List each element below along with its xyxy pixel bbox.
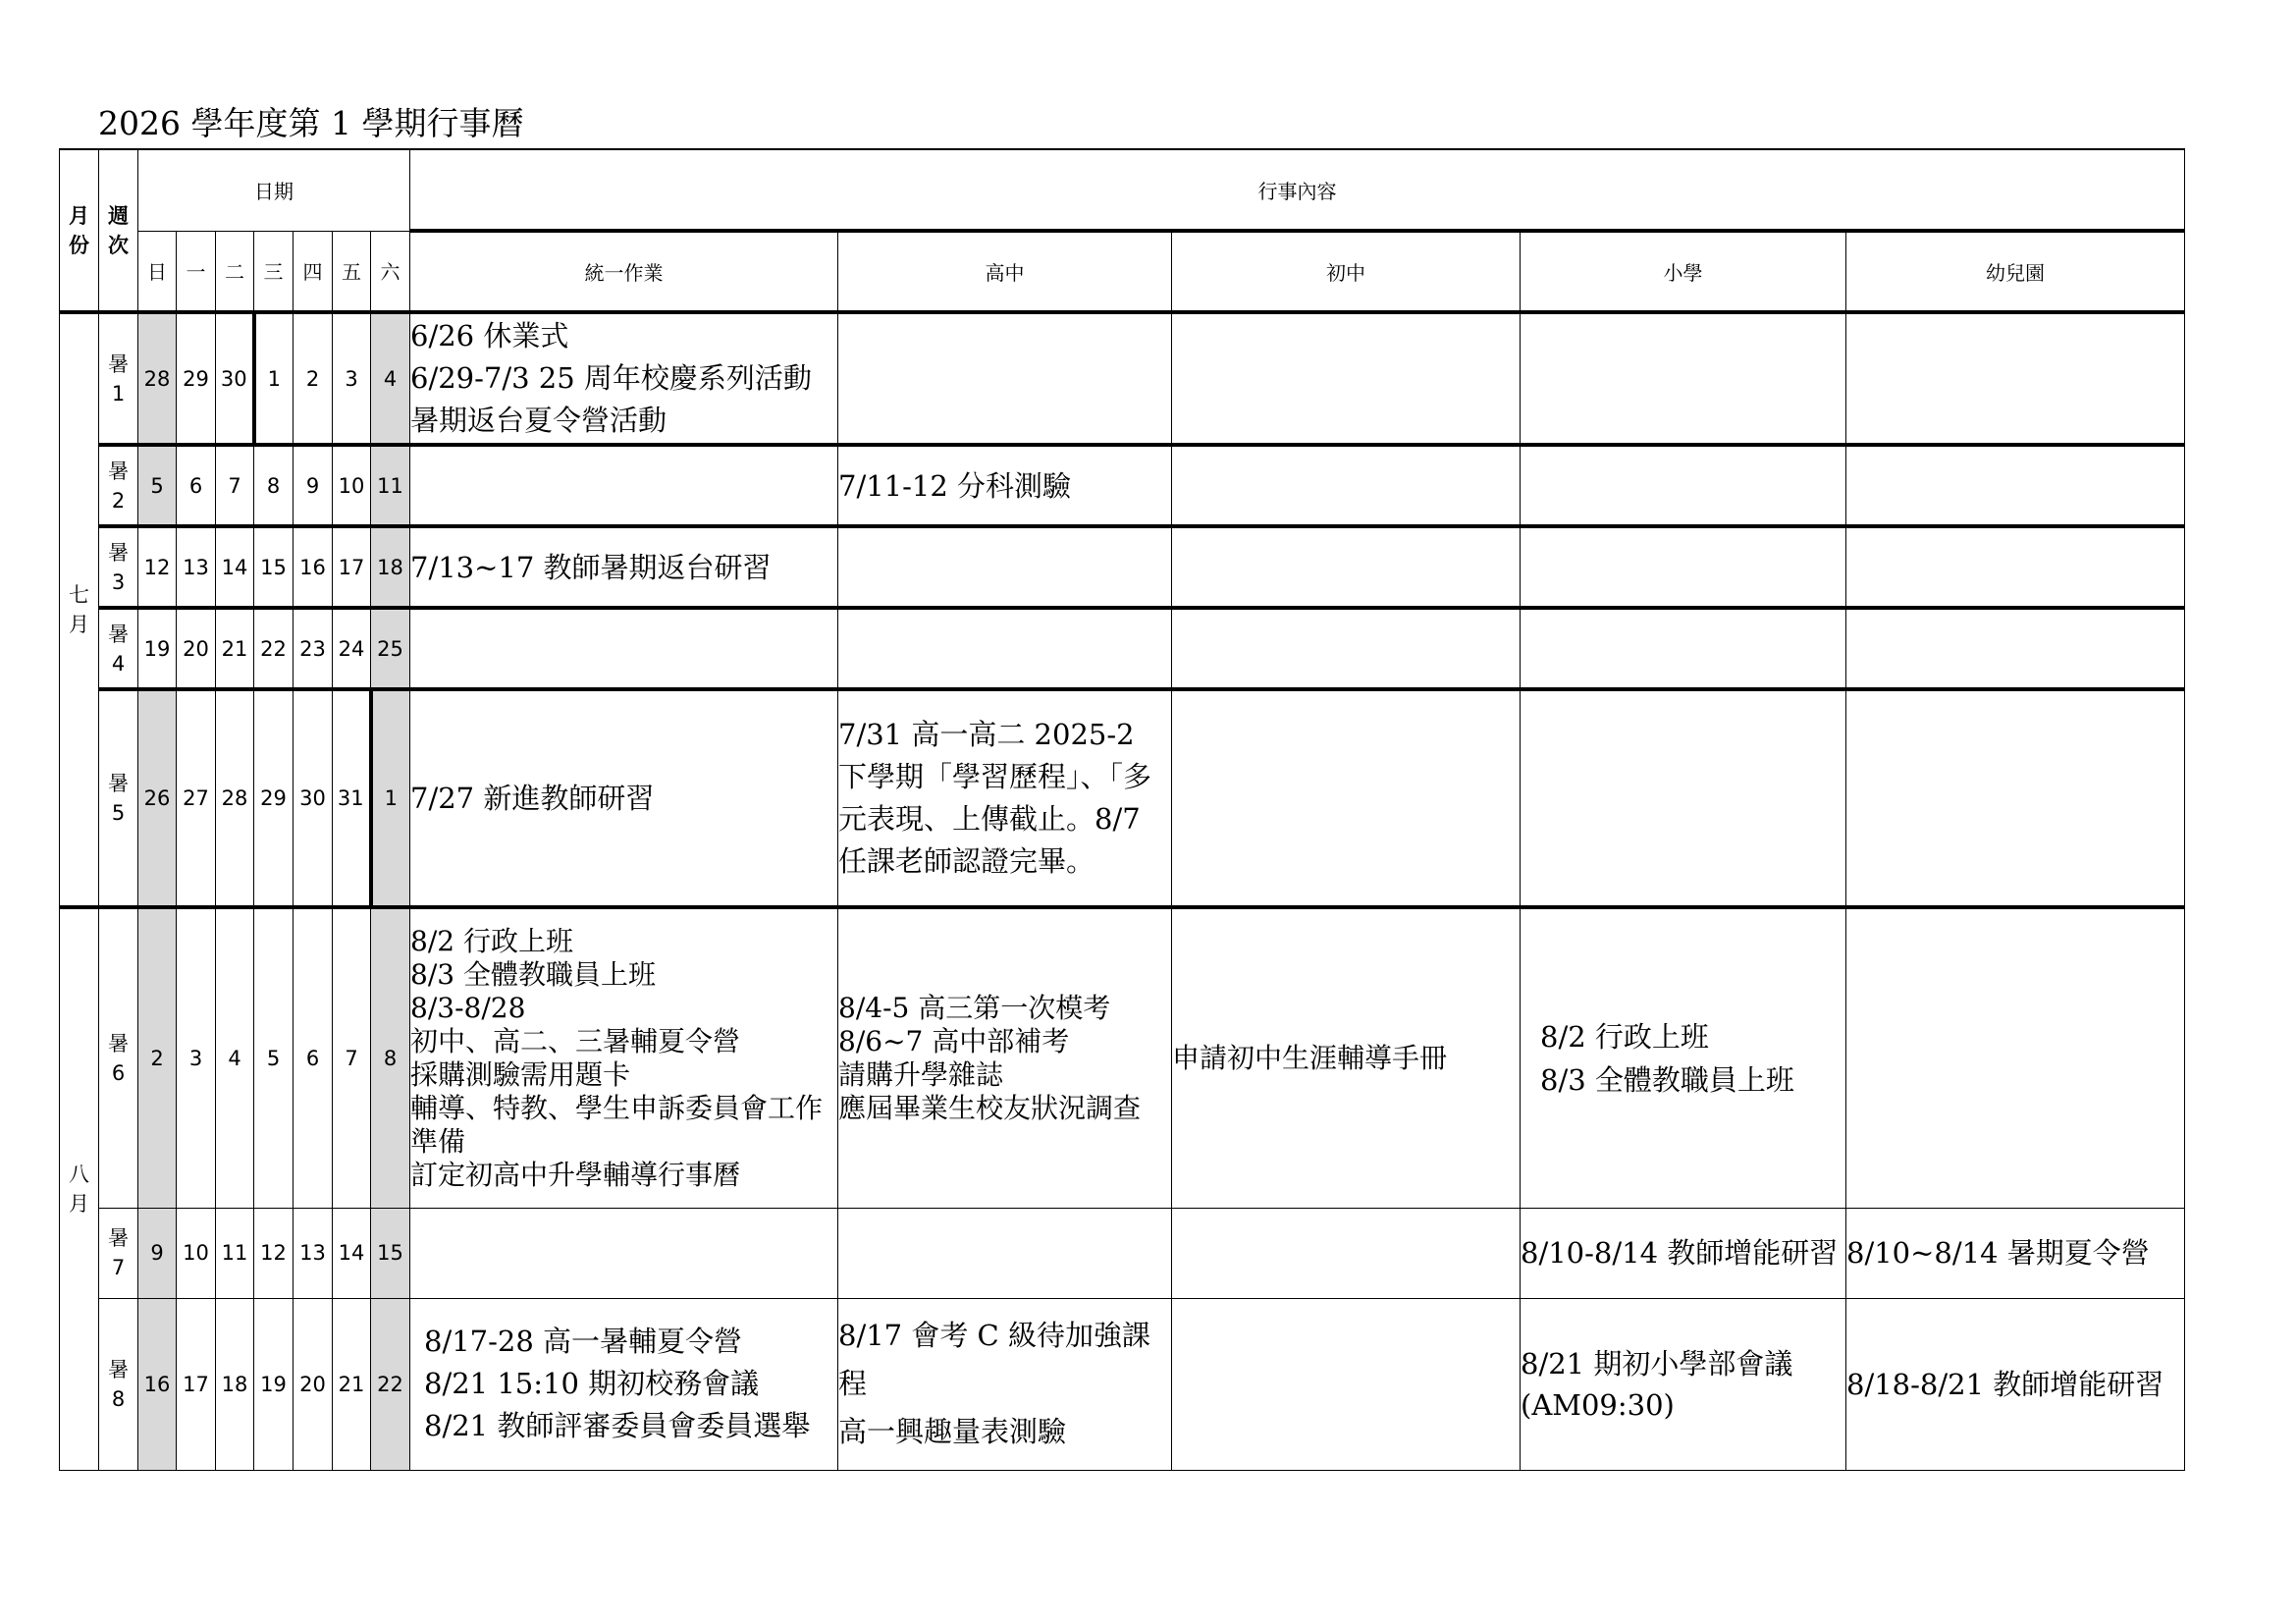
table-row (60, 1298, 2185, 1470)
event-high-school (838, 1208, 1172, 1298)
day-cell: 15 (371, 1208, 410, 1298)
event-high-school: 7/31 高一高二 2025-2 下學期「學習歷程」、「多元表現、上傳截止。8/7 任課老師認證完畢。 (838, 689, 1172, 907)
table-row (60, 608, 2185, 689)
day-cell: 22 (254, 608, 294, 689)
event-kindergarten (1846, 608, 2185, 689)
column-junior-high: 初中 (1172, 231, 1521, 312)
day-cell: 13 (177, 526, 216, 608)
event-high-school: 8/17 會考 C 級待加強課程 高一興趣量表測驗 (838, 1298, 1172, 1470)
day-cell: 28 (138, 312, 177, 445)
week-label: 暑 3 (99, 526, 138, 608)
event-unified: 7/27 新進教師研習 (410, 689, 838, 907)
day-cell: 16 (294, 526, 333, 608)
day-cell: 2 (138, 907, 177, 1208)
day-cell: 23 (294, 608, 333, 689)
event-high-school (838, 608, 1172, 689)
column-unified: 統一作業 (410, 231, 838, 312)
day-cell: 29 (177, 312, 216, 445)
day-cell: 7 (216, 445, 254, 526)
day-cell: 6 (177, 445, 216, 526)
weekday-tue: 二 (216, 231, 254, 312)
day-cell: 9 (294, 445, 333, 526)
event-high-school (838, 312, 1172, 445)
month-label: 八 月 (60, 907, 99, 1470)
event-unified (410, 608, 838, 689)
day-cell: 10 (177, 1208, 216, 1298)
day-cell: 15 (254, 526, 294, 608)
event-primary (1521, 526, 1846, 608)
day-cell: 30 (294, 689, 333, 907)
weekday-wed: 三 (254, 231, 294, 312)
table-row (60, 526, 2185, 608)
day-cell: 22 (371, 1298, 410, 1470)
day-cell: 25 (371, 608, 410, 689)
weekday-fri: 五 (333, 231, 371, 312)
day-cell: 20 (294, 1298, 333, 1470)
day-cell: 19 (254, 1298, 294, 1470)
week-label: 暑 7 (99, 1208, 138, 1298)
event-unified (410, 445, 838, 526)
day-cell: 12 (138, 526, 177, 608)
event-unified: 7/13~17 教師暑期返台研習 (410, 526, 838, 608)
column-primary: 小學 (1521, 231, 1846, 312)
event-junior-high (1172, 1208, 1521, 1298)
day-cell: 5 (254, 907, 294, 1208)
day-cell: 4 (371, 312, 410, 445)
column-high-school: 高中 (838, 231, 1172, 312)
day-cell: 20 (177, 608, 216, 689)
day-cell: 3 (333, 312, 371, 445)
event-kindergarten (1846, 526, 2185, 608)
week-header: 週 次 (99, 149, 138, 312)
event-junior-high: 申請初中生涯輔導手冊 (1172, 907, 1521, 1208)
event-high-school (838, 526, 1172, 608)
event-kindergarten (1846, 312, 2185, 445)
calendar-table (59, 148, 2185, 1471)
content-header: 行事內容 (410, 149, 2185, 231)
week-label: 暑 4 (99, 608, 138, 689)
day-cell: 18 (371, 526, 410, 608)
date-header: 日期 (138, 149, 410, 231)
event-kindergarten (1846, 689, 2185, 907)
day-cell: 7 (333, 907, 371, 1208)
day-cell: 28 (216, 689, 254, 907)
day-cell: 9 (138, 1208, 177, 1298)
day-cell: 11 (216, 1208, 254, 1298)
day-cell: 10 (333, 445, 371, 526)
day-cell: 4 (216, 907, 254, 1208)
day-cell: 6 (294, 907, 333, 1208)
day-cell: 19 (138, 608, 177, 689)
event-primary: 8/2 行政上班 8/3 全體教職員上班 (1521, 907, 1846, 1208)
week-label: 暑 2 (99, 445, 138, 526)
weekday-sun: 日 (138, 231, 177, 312)
day-cell: 11 (371, 445, 410, 526)
event-primary (1521, 445, 1846, 526)
event-high-school: 8/4-5 高三第一次模考 8/6~7 高中部補考 請購升學雜誌 應屆畢業生校友狀況調查 (838, 907, 1172, 1208)
day-cell: 21 (216, 608, 254, 689)
day-cell: 30 (216, 312, 254, 445)
event-unified: 6/26 休業式 6/29-7/3 25 周年校慶系列活動 暑期返台夏令營活動 (410, 312, 838, 445)
event-kindergarten (1846, 445, 2185, 526)
day-cell: 26 (138, 689, 177, 907)
day-cell: 1 (254, 312, 294, 445)
day-cell: 18 (216, 1298, 254, 1470)
page-title: 2026 學年度第 1 學期行事曆 (98, 104, 524, 142)
weekday-mon: 一 (177, 231, 216, 312)
event-primary: 8/10-8/14 教師增能研習 (1521, 1208, 1846, 1298)
day-cell: 16 (138, 1298, 177, 1470)
week-label: 暑 6 (99, 907, 138, 1208)
day-cell: 21 (333, 1298, 371, 1470)
table-row (60, 689, 2185, 907)
day-cell: 8 (371, 907, 410, 1208)
event-kindergarten: 8/10~8/14 暑期夏令營 (1846, 1208, 2185, 1298)
week-label: 暑 5 (99, 689, 138, 907)
month-label: 七 月 (60, 312, 99, 907)
day-cell: 8 (254, 445, 294, 526)
weekday-thu: 四 (294, 231, 333, 312)
event-kindergarten (1846, 907, 2185, 1208)
table-row (60, 312, 2185, 445)
day-cell: 5 (138, 445, 177, 526)
week-label: 暑 8 (99, 1298, 138, 1470)
day-cell: 17 (177, 1298, 216, 1470)
day-cell: 1 (371, 689, 410, 907)
event-junior-high (1172, 312, 1521, 445)
month-header: 月 份 (60, 149, 99, 312)
table-row (60, 445, 2185, 526)
event-kindergarten: 8/18-8/21 教師增能研習 (1846, 1298, 2185, 1470)
week-label: 暑 1 (99, 312, 138, 445)
day-cell: 29 (254, 689, 294, 907)
event-primary: 8/21 期初小學部會議(AM09:30) (1521, 1298, 1846, 1470)
event-junior-high (1172, 526, 1521, 608)
day-cell: 3 (177, 907, 216, 1208)
day-cell: 13 (294, 1208, 333, 1298)
weekday-sat: 六 (371, 231, 410, 312)
day-cell: 17 (333, 526, 371, 608)
event-junior-high (1172, 608, 1521, 689)
event-junior-high (1172, 689, 1521, 907)
event-unified: 8/17-28 高一暑輔夏令營 8/21 15:10 期初校務會議 8/21 教師評審委員會委員選舉 (410, 1298, 838, 1470)
day-cell: 14 (333, 1208, 371, 1298)
day-cell: 2 (294, 312, 333, 445)
table-row (60, 1208, 2185, 1298)
day-cell: 24 (333, 608, 371, 689)
column-kindergarten: 幼兒園 (1846, 231, 2185, 312)
event-primary (1521, 608, 1846, 689)
event-junior-high (1172, 445, 1521, 526)
table-row (60, 907, 2185, 1208)
event-unified (410, 1208, 838, 1298)
day-cell: 14 (216, 526, 254, 608)
day-cell: 27 (177, 689, 216, 907)
day-cell: 31 (333, 689, 371, 907)
day-cell: 12 (254, 1208, 294, 1298)
event-unified: 8/2 行政上班 8/3 全體教職員上班 8/3-8/28 初中、高二、三暑輔夏令營 採購測驗需用題卡 輔導、特教、學生申訴委員會工作準備 訂定初高中升學輔導行事曆 (410, 907, 838, 1208)
event-high-school: 7/11-12 分科測驗 (838, 445, 1172, 526)
event-primary (1521, 312, 1846, 445)
event-junior-high (1172, 1298, 1521, 1470)
event-primary (1521, 689, 1846, 907)
